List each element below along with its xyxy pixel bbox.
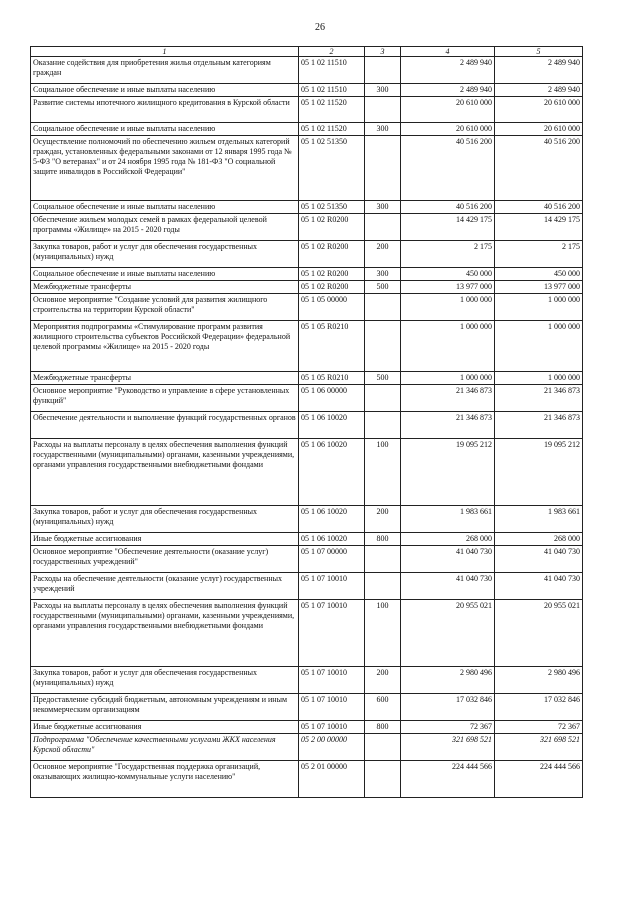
target-article-cell: 05 1 06 10020 xyxy=(299,506,365,533)
table-row xyxy=(31,600,583,667)
amount-col4-cell: 1 000 000 xyxy=(401,321,495,372)
amount-col5-cell: 13 977 000 xyxy=(495,281,583,294)
table-row xyxy=(31,385,583,412)
row-name-cell: Подпрограмма "Обеспечение качественными услугами ЖКХ населения Курской области" xyxy=(31,734,299,761)
table-row xyxy=(31,294,583,321)
column-header-5: 5 xyxy=(495,47,583,57)
expense-type-cell: 100 xyxy=(365,439,401,506)
expense-type-cell xyxy=(365,321,401,372)
target-article-cell: 05 2 00 00000 xyxy=(299,734,365,761)
target-article-cell: 05 1 07 00000 xyxy=(299,546,365,573)
budget-table xyxy=(30,46,583,798)
row-name-cell: Социальное обеспечение и иные выплаты населению xyxy=(31,201,299,214)
column-header-2: 2 xyxy=(299,47,365,57)
table-row xyxy=(31,136,583,201)
amount-col5-cell: 1 000 000 xyxy=(495,294,583,321)
target-article-cell: 05 1 07 10010 xyxy=(299,694,365,721)
target-article-cell: 05 1 06 10020 xyxy=(299,412,365,439)
expense-type-cell: 200 xyxy=(365,241,401,268)
amount-col4-cell: 19 095 212 xyxy=(401,439,495,506)
expense-type-cell: 300 xyxy=(365,123,401,136)
amount-col4-cell: 2 489 940 xyxy=(401,57,495,84)
amount-col4-cell: 40 516 200 xyxy=(401,136,495,201)
row-name-cell: Осуществление полномочий по обеспечению жильем отдельных категорий граждан, установленных федеральными законами от 12 января 1995 года № 5-ФЗ "О ветеранах" и от 24 ноября 1995 года № 181-ФЗ "О социальной защите инвалидов в Российской Федерации" xyxy=(31,136,299,201)
table-row xyxy=(31,321,583,372)
table-row xyxy=(31,721,583,734)
amount-col5-cell: 14 429 175 xyxy=(495,214,583,241)
amount-col4-cell: 20 955 021 xyxy=(401,600,495,667)
target-article-cell: 05 1 07 10010 xyxy=(299,573,365,600)
row-name-cell: Оказание содействия для приобретения жилья отдельным категориям граждан xyxy=(31,57,299,84)
expense-type-cell: 100 xyxy=(365,600,401,667)
row-name-cell: Расходы на выплаты персоналу в целях обеспечения выполнения функций государственными (муниципальными) органами, казенными учреждениями, органами управления государственными внебюджетными фондами xyxy=(31,600,299,667)
amount-col4-cell: 450 000 xyxy=(401,268,495,281)
amount-col4-cell: 1 000 000 xyxy=(401,294,495,321)
amount-col4-cell: 41 040 730 xyxy=(401,573,495,600)
expense-type-cell xyxy=(365,214,401,241)
row-name-cell: Закупка товаров, работ и услуг для обеспечения государственных (муниципальных) нужд xyxy=(31,667,299,694)
table-row xyxy=(31,694,583,721)
table-row xyxy=(31,57,583,84)
expense-type-cell xyxy=(365,573,401,600)
target-article-cell: 05 1 06 10020 xyxy=(299,439,365,506)
row-name-cell: Мероприятия подпрограммы «Стимулирование программ развития жилищного строительства субъектов Российской Федерации» федеральной целевой программы «Жилище» на 2015 - 2020 годы xyxy=(31,321,299,372)
target-article-cell: 05 1 06 00000 xyxy=(299,385,365,412)
amount-col5-cell: 2 980 496 xyxy=(495,667,583,694)
row-name-cell: Обеспечение жильем молодых семей в рамках федеральной целевой программы «Жилище» на 2015 - 2020 годы xyxy=(31,214,299,241)
amount-col5-cell: 224 444 566 xyxy=(495,761,583,798)
expense-type-cell: 500 xyxy=(365,281,401,294)
row-name-cell: Расходы на выплаты персоналу в целях обеспечения выполнения функций государственными (муниципальными) органами, казенными учреждениями, органами управления государственными внебюджетными фондами xyxy=(31,439,299,506)
target-article-cell: 05 1 02 11510 xyxy=(299,84,365,97)
target-article-cell: 05 1 07 10010 xyxy=(299,667,365,694)
amount-col5-cell: 40 516 200 xyxy=(495,201,583,214)
amount-col4-cell: 72 367 xyxy=(401,721,495,734)
amount-col5-cell: 1 000 000 xyxy=(495,372,583,385)
target-article-cell: 05 1 06 10020 xyxy=(299,533,365,546)
column-header-1: 1 xyxy=(31,47,299,57)
expense-type-cell xyxy=(365,294,401,321)
target-article-cell: 05 1 02 51350 xyxy=(299,201,365,214)
row-name-cell: Обеспечение деятельности и выполнение функций государственных органов xyxy=(31,412,299,439)
amount-col5-cell: 2 175 xyxy=(495,241,583,268)
amount-col5-cell: 21 346 873 xyxy=(495,412,583,439)
target-article-cell: 05 1 02 R0200 xyxy=(299,214,365,241)
column-header-4: 4 xyxy=(401,47,495,57)
expense-type-cell: 500 xyxy=(365,372,401,385)
amount-col5-cell: 19 095 212 xyxy=(495,439,583,506)
expense-type-cell: 200 xyxy=(365,506,401,533)
expense-type-cell: 300 xyxy=(365,201,401,214)
expense-type-cell xyxy=(365,97,401,123)
table-row xyxy=(31,546,583,573)
amount-col5-cell: 1 983 661 xyxy=(495,506,583,533)
target-article-cell: 05 1 02 11520 xyxy=(299,97,365,123)
table-row xyxy=(31,761,583,798)
amount-col4-cell: 21 346 873 xyxy=(401,412,495,439)
amount-col5-cell: 450 000 xyxy=(495,268,583,281)
table-row xyxy=(31,201,583,214)
expense-type-cell xyxy=(365,546,401,573)
amount-col4-cell: 2 489 940 xyxy=(401,84,495,97)
amount-col4-cell: 17 032 846 xyxy=(401,694,495,721)
expense-type-cell xyxy=(365,136,401,201)
target-article-cell: 05 1 02 51350 xyxy=(299,136,365,201)
table-row xyxy=(31,667,583,694)
row-name-cell: Социальное обеспечение и иные выплаты населению xyxy=(31,268,299,281)
row-name-cell: Иные бюджетные ассигнования xyxy=(31,533,299,546)
amount-col4-cell: 14 429 175 xyxy=(401,214,495,241)
amount-col5-cell: 20 955 021 xyxy=(495,600,583,667)
target-article-cell: 05 1 07 10010 xyxy=(299,721,365,734)
expense-type-cell xyxy=(365,57,401,84)
row-name-cell: Социальное обеспечение и иные выплаты населению xyxy=(31,84,299,97)
amount-col4-cell: 40 516 200 xyxy=(401,201,495,214)
amount-col5-cell: 2 489 940 xyxy=(495,57,583,84)
row-name-cell: Предоставление субсидий бюджетным, автономным учреждениям и иным некоммерческим организациям xyxy=(31,694,299,721)
column-header-3: 3 xyxy=(365,47,401,57)
target-article-cell: 05 1 02 R0200 xyxy=(299,281,365,294)
table-header-row xyxy=(31,47,583,57)
table-row xyxy=(31,97,583,123)
expense-type-cell: 300 xyxy=(365,268,401,281)
target-article-cell: 05 1 02 11520 xyxy=(299,123,365,136)
amount-col5-cell: 2 489 940 xyxy=(495,84,583,97)
row-name-cell: Закупка товаров, работ и услуг для обеспечения государственных (муниципальных) нужд xyxy=(31,241,299,268)
expense-type-cell xyxy=(365,761,401,798)
row-name-cell: Расходы на обеспечение деятельности (оказание услуг) государственных учреждений xyxy=(31,573,299,600)
row-name-cell: Основное мероприятие "Обеспечение деятельности (оказание услуг) государственных учреждений" xyxy=(31,546,299,573)
table-row xyxy=(31,281,583,294)
table-row xyxy=(31,506,583,533)
row-name-cell: Социальное обеспечение и иные выплаты населению xyxy=(31,123,299,136)
row-name-cell: Развитие системы ипотечного жилищного кредитования в Курской области xyxy=(31,97,299,123)
target-article-cell: 05 2 01 00000 xyxy=(299,761,365,798)
expense-type-cell: 300 xyxy=(365,84,401,97)
table-row xyxy=(31,84,583,97)
amount-col4-cell: 268 000 xyxy=(401,533,495,546)
row-name-cell: Закупка товаров, работ и услуг для обеспечения государственных (муниципальных) нужд xyxy=(31,506,299,533)
table-row xyxy=(31,214,583,241)
amount-col5-cell: 268 000 xyxy=(495,533,583,546)
row-name-cell: Основное мероприятие "Государственная поддержка организаций, оказывающих жилищно-коммунальные услуги населению" xyxy=(31,761,299,798)
target-article-cell: 05 1 07 10010 xyxy=(299,600,365,667)
row-name-cell: Межбюджетные трансферты xyxy=(31,372,299,385)
target-article-cell: 05 1 05 R0210 xyxy=(299,372,365,385)
expense-type-cell xyxy=(365,385,401,412)
row-name-cell: Основное мероприятие "Создание условий для развития жилищного строительства на территории Курской области" xyxy=(31,294,299,321)
page-number: 26 xyxy=(315,22,325,33)
amount-col5-cell: 1 000 000 xyxy=(495,321,583,372)
amount-col4-cell: 224 444 566 xyxy=(401,761,495,798)
expense-type-cell: 600 xyxy=(365,694,401,721)
target-article-cell: 05 1 02 11510 xyxy=(299,57,365,84)
amount-col5-cell: 41 040 730 xyxy=(495,573,583,600)
expense-type-cell: 800 xyxy=(365,533,401,546)
amount-col4-cell: 1 000 000 xyxy=(401,372,495,385)
amount-col5-cell: 40 516 200 xyxy=(495,136,583,201)
expense-type-cell xyxy=(365,412,401,439)
target-article-cell: 05 1 05 00000 xyxy=(299,294,365,321)
amount-col5-cell: 41 040 730 xyxy=(495,546,583,573)
amount-col5-cell: 20 610 000 xyxy=(495,123,583,136)
amount-col5-cell: 17 032 846 xyxy=(495,694,583,721)
amount-col4-cell: 1 983 661 xyxy=(401,506,495,533)
table-row xyxy=(31,734,583,761)
target-article-cell: 05 1 05 R0210 xyxy=(299,321,365,372)
amount-col5-cell: 21 346 873 xyxy=(495,385,583,412)
table-row xyxy=(31,241,583,268)
expense-type-cell: 800 xyxy=(365,721,401,734)
amount-col5-cell: 20 610 000 xyxy=(495,97,583,123)
amount-col4-cell: 2 175 xyxy=(401,241,495,268)
amount-col4-cell: 20 610 000 xyxy=(401,123,495,136)
table-row xyxy=(31,372,583,385)
amount-col4-cell: 41 040 730 xyxy=(401,546,495,573)
table-row xyxy=(31,439,583,506)
amount-col5-cell: 321 698 521 xyxy=(495,734,583,761)
table-row xyxy=(31,573,583,600)
amount-col4-cell: 13 977 000 xyxy=(401,281,495,294)
expense-type-cell xyxy=(365,734,401,761)
amount-col5-cell: 72 367 xyxy=(495,721,583,734)
amount-col4-cell: 2 980 496 xyxy=(401,667,495,694)
amount-col4-cell: 20 610 000 xyxy=(401,97,495,123)
table-row xyxy=(31,533,583,546)
row-name-cell: Иные бюджетные ассигнования xyxy=(31,721,299,734)
expense-type-cell: 200 xyxy=(365,667,401,694)
table-row xyxy=(31,123,583,136)
row-name-cell: Основное мероприятие "Руководство и управление в сфере установленных функций" xyxy=(31,385,299,412)
row-name-cell: Межбюджетные трансферты xyxy=(31,281,299,294)
table-row xyxy=(31,412,583,439)
amount-col4-cell: 21 346 873 xyxy=(401,385,495,412)
table-row xyxy=(31,268,583,281)
target-article-cell: 05 1 02 R0200 xyxy=(299,241,365,268)
amount-col4-cell: 321 698 521 xyxy=(401,734,495,761)
target-article-cell: 05 1 02 R0200 xyxy=(299,268,365,281)
